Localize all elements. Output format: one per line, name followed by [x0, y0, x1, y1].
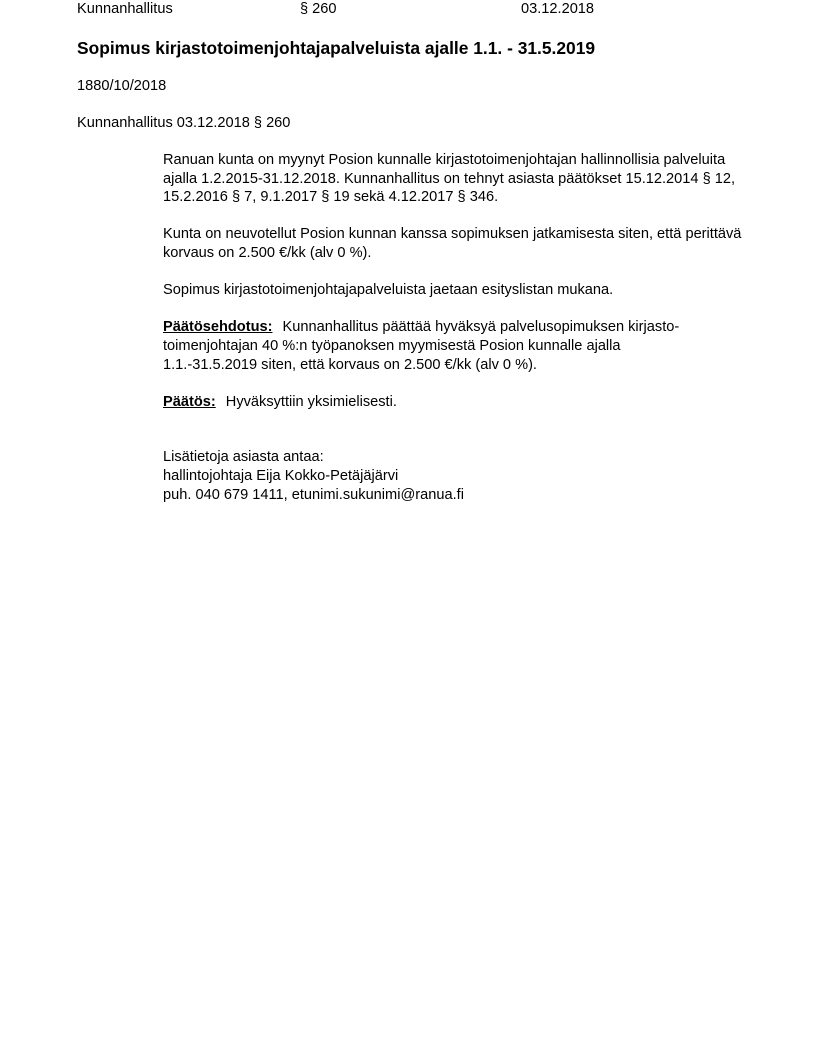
body-paragraph-background: Ranuan kunta on myynyt Posion kunnalle kirjastotoimenjohtajan hallinnollisia palveluita ajalla 1.2.2015-31.12.2018. Kunnanhallitus on tehnyt asiasta päätökset 15.12.2014 § 12, 15.2.2016 § 7, 9.1.2017 § 19 sekä 4.12.2017 § 346.: [163, 152, 736, 206]
proposal-paragraph: [163, 318, 763, 374]
document-header: [0, 0, 816, 20]
decision-text: Hyväksyttiin yksimielisesti.: [225, 393, 397, 410]
record-number: 1880/10/2018: [77, 78, 167, 94]
decision-label: Päätös:: [163, 393, 216, 410]
decision-paragraph: [163, 393, 763, 412]
body-paragraph-negotiation: Kunta on neuvotellut Posion kunnan kanssa sopimuksen jatkamisesta siten, että perittävä korvaus on 2.500 €/kk (alv 0 %).: [163, 226, 742, 261]
contact-details: puh. 040 679 1411, etunimi.sukunimi@ranua.fi: [163, 486, 464, 503]
proposal-text-line1: Kunnanhallitus päättää hyväksyä palvelusopimuksen kirjasto-: [282, 319, 680, 336]
document-title: Sopimus kirjastotoimenjohtajapalveluista ajalle 1.1. - 31.5.2019: [77, 38, 596, 58]
proposal-text-line3: 1.1.-31.5.2019 siten, että korvaus on 2.500 €/kk (alv 0 %).: [163, 356, 537, 373]
header-date: 03.12.2018: [521, 1, 595, 17]
header-body-name: Kunnanhallitus: [77, 1, 173, 17]
contact-info: [163, 448, 763, 504]
document-body: [163, 151, 763, 504]
proposal-label: Päätösehdotus:: [163, 319, 273, 336]
header-section-number: § 260: [300, 1, 337, 17]
contact-person: hallintojohtaja Eija Kokko-Petäjäjärvi: [163, 467, 399, 484]
body-paragraph-attachment: Sopimus kirjastotoimenjohtajapalveluista jaetaan esityslistan mukana.: [163, 282, 614, 299]
proposal-text-line2: toimenjohtajan 40 %:n työpanoksen myymisestä Posion kunnalle ajalla: [163, 337, 621, 354]
contact-intro: Lisätietoja asiasta antaa:: [163, 449, 324, 466]
meeting-reference: Kunnanhallitus 03.12.2018 § 260: [77, 115, 291, 131]
